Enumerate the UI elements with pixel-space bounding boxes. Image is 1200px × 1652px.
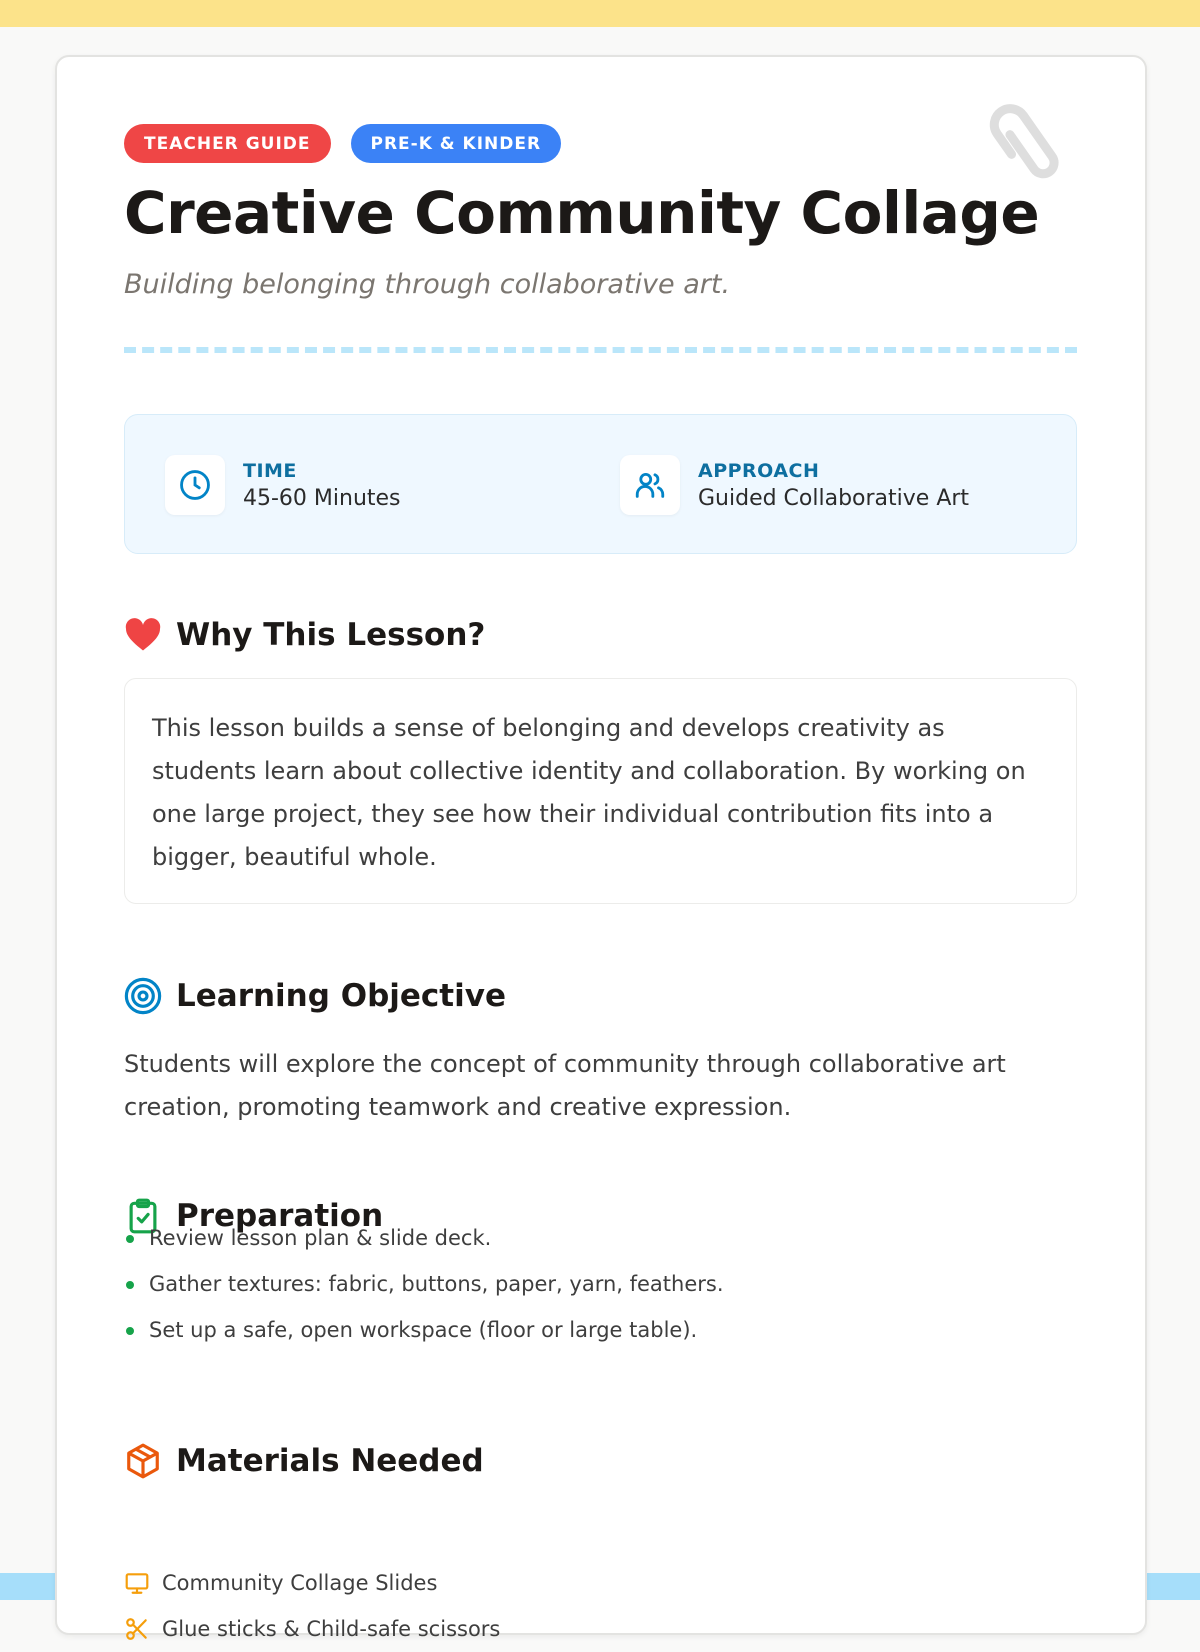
monitor-icon [124,1570,150,1596]
time-info [165,455,401,515]
page-subtitle: Building belonging through collaborative art. [124,269,731,300]
bullet-dot [126,1235,134,1243]
time-label: TIME [243,459,297,482]
top-accent-strip [0,0,1200,27]
list-item [124,1261,724,1307]
page-title: Creative Community Collage [124,179,1040,247]
approach-value: Guided Collaborative Art [698,485,970,511]
why-text-box: This lesson builds a sense of belonging and develops creativity as students learn about collective identity and collaboration. By working on one large project, they see how their individual contribution fits into a bigger, beautiful whole. [124,678,1077,904]
package-icon [124,1442,162,1480]
teacher-guide-badge: TEACHER GUIDE [124,124,331,163]
preparation-heading-text: Preparation [176,1198,384,1234]
bullet-dot [126,1281,134,1289]
users-icon [620,455,680,515]
preparation-list [124,1215,724,1353]
target-icon [124,977,162,1015]
heart-icon [124,618,162,652]
lesson-card [55,55,1147,1641]
list-item [124,1560,500,1606]
list-item [124,1215,724,1261]
materials-heading-text: Materials Needed [176,1443,484,1479]
why-heading-text: Why This Lesson? [176,617,486,653]
list-item-text: Community Collage Slides [162,1571,438,1595]
clock-icon [165,455,225,515]
list-item-text: Review lesson plan & slide deck. [149,1226,492,1250]
objective-heading-text: Learning Objective [176,978,506,1014]
objective-text: Students will explore the concept of community through collaborative art creation, promoting teamwork and creative expression. [124,1050,1006,1121]
list-item-text: Glue sticks & Child-safe scissors [162,1617,501,1641]
why-heading [124,617,485,653]
materials-heading [124,1442,484,1480]
dashed-divider [124,347,1077,353]
materials-list [124,1560,500,1652]
objective-heading [124,977,506,1015]
list-item-text: Set up a safe, open workspace (floor or large table). [149,1318,698,1342]
time-value: 45-60 Minutes [243,485,401,511]
approach-label: APPROACH [698,459,820,482]
list-item [124,1307,724,1353]
grade-level-badge: PRE-K & KINDER [351,124,562,163]
list-item-text: Gather textures: fabric, buttons, paper, yarn, feathers. [149,1272,724,1296]
list-item [124,1606,500,1652]
scissors-icon [124,1616,150,1642]
bullet-dot [126,1327,134,1335]
lesson-info-box [124,414,1077,554]
approach-info [620,455,969,515]
badge-row [124,124,561,163]
